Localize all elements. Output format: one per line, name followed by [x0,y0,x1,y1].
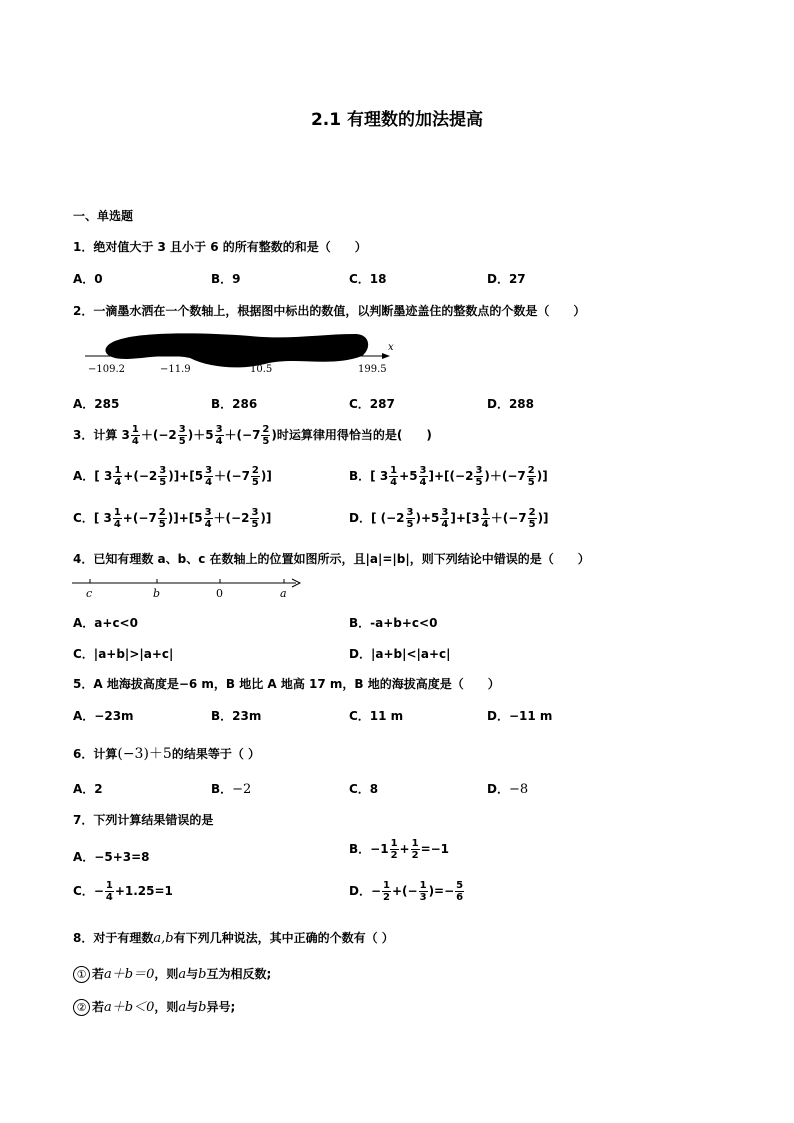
q8-statement-1: ① 若a＋b＝0，则a与b互为相反数; [73,963,271,983]
q6-option-a: A．2 [73,782,103,796]
question-6: 6．计算(−3)＋5的结果等于（ ） [73,746,261,762]
abc-number-line-figure [70,574,310,602]
section-heading: 一、单选题 [73,209,134,223]
axis-label-1: −109.2 [88,364,126,375]
q5-option-a: A．−23m [73,709,134,723]
q6-expression: (−3)＋5 [117,746,172,762]
q7-option-d: D．− $\frac{1}{2}$ +(− $\frac{1}{3}$ )=− $\frac{5}{6}$ [349,880,464,903]
label-a: a [280,587,287,600]
label-b: b [153,587,161,600]
q6-option-c: C．8 [349,782,379,796]
q5-option-c: C．11 m [349,709,404,723]
q5-option-d: D．−11 m [487,709,553,723]
q6-option-d: D．−8 [487,782,529,797]
q6-option-b: B．−2 [211,782,252,797]
q2-option-d: D．288 [487,397,535,411]
question-7: 7．下列计算结果错误的是 [73,813,214,827]
q3-option-c: C．[ 3 $\frac{1}{4}$ +(−7 $\frac{2}{5}$ )]+[5 $\frac{3}{4}$ ＋(−2 $\frac{3}{5}$ )] [73,507,272,530]
q7-option-a: A．−5+3=8 [73,850,150,864]
ink-blot [105,333,368,367]
axis-label-2: −11.9 [160,364,191,375]
q4-option-b: B．-a+b+c<0 [349,616,438,630]
question-2: 2．一滴墨水洒在一个数轴上，根据图中标出的数值，以判断墨迹盖住的整数点的个数是（ ） [73,304,586,318]
q2-option-b: B．286 [211,397,258,411]
q1-option-a: A．0 [73,272,103,286]
question-4: 4．已知有理数 a、b、c 在数轴上的位置如图所示，且|a|=|b|，则下列结论中错误的是（ ） [73,552,590,566]
q1-option-b: B．9 [211,272,241,286]
q2-option-c: C．287 [349,397,395,411]
question-5: 5．A 地海拔高度是−6 m，B 地比 A 地高 17 m，B 地的海拔高度是（ ） [73,677,500,691]
ink-number-line-figure [80,328,400,376]
q3-option-b: B．[ 3 $\frac{1}{4}$ +5 $\frac{3}{4}$ ]+[(−2 $\frac{3}{5}$ )＋(−7 $\frac{2}{5}$ )] [349,465,548,488]
question-1: 1．绝对值大于 3 且小于 6 的所有整数的和是（ ） [73,240,367,254]
page-title: 2.1 有理数的加法提高 [310,110,484,130]
axis-label-4: 199.5 [358,364,387,375]
q2-option-a: A．285 [73,397,120,411]
q8-statement-2: ② 若a＋b＜0，则a与b异号; [73,996,235,1016]
axis-arrow [382,353,390,359]
question-3: 3．计算 3 $\frac{1}{4}$ ＋(−2 $\frac{3}{5}$ )＋5 $\frac{3}{4}$ ＋(−7 $\frac{2}{5}$ )时运算律用得恰当的是( ) [73,424,432,447]
q4-option-c: C．|a+b|>|a+c| [73,647,174,661]
q4-option-a: A．a+c<0 [73,616,138,630]
q1-option-c: C．18 [349,272,387,286]
label-c: c [86,587,93,600]
q4-option-d: D．|a+b|<|a+c| [349,647,451,661]
question-8: 8．对于有理数a,b有下列几种说法，其中正确的个数有（ ） [73,931,394,946]
q7-option-b: B．−1 $\frac{1}{2}$ + $\frac{1}{2}$ =−1 [349,838,450,861]
q7-option-c: C．− $\frac{1}{4}$ +1.25=1 [73,880,173,903]
axis-var-label: x [388,342,394,353]
q5-option-b: B．23m [211,709,262,723]
q1-option-d: D．27 [487,272,526,286]
q3-option-a: A．[ 3 $\frac{1}{4}$ +(−2 $\frac{3}{5}$ )]+[5 $\frac{3}{4}$ ＋(−7 $\frac{2}{5}$ )] [73,465,272,488]
axis-label-3: 10.5 [250,364,273,375]
q3-option-d: D．[ (−2 $\frac{3}{5}$ )+5 $\frac{3}{4}$ ]+[3 $\frac{1}{4}$ ＋(−7 $\frac{2}{5}$ )] [349,507,549,530]
label-0: 0 [216,587,223,600]
